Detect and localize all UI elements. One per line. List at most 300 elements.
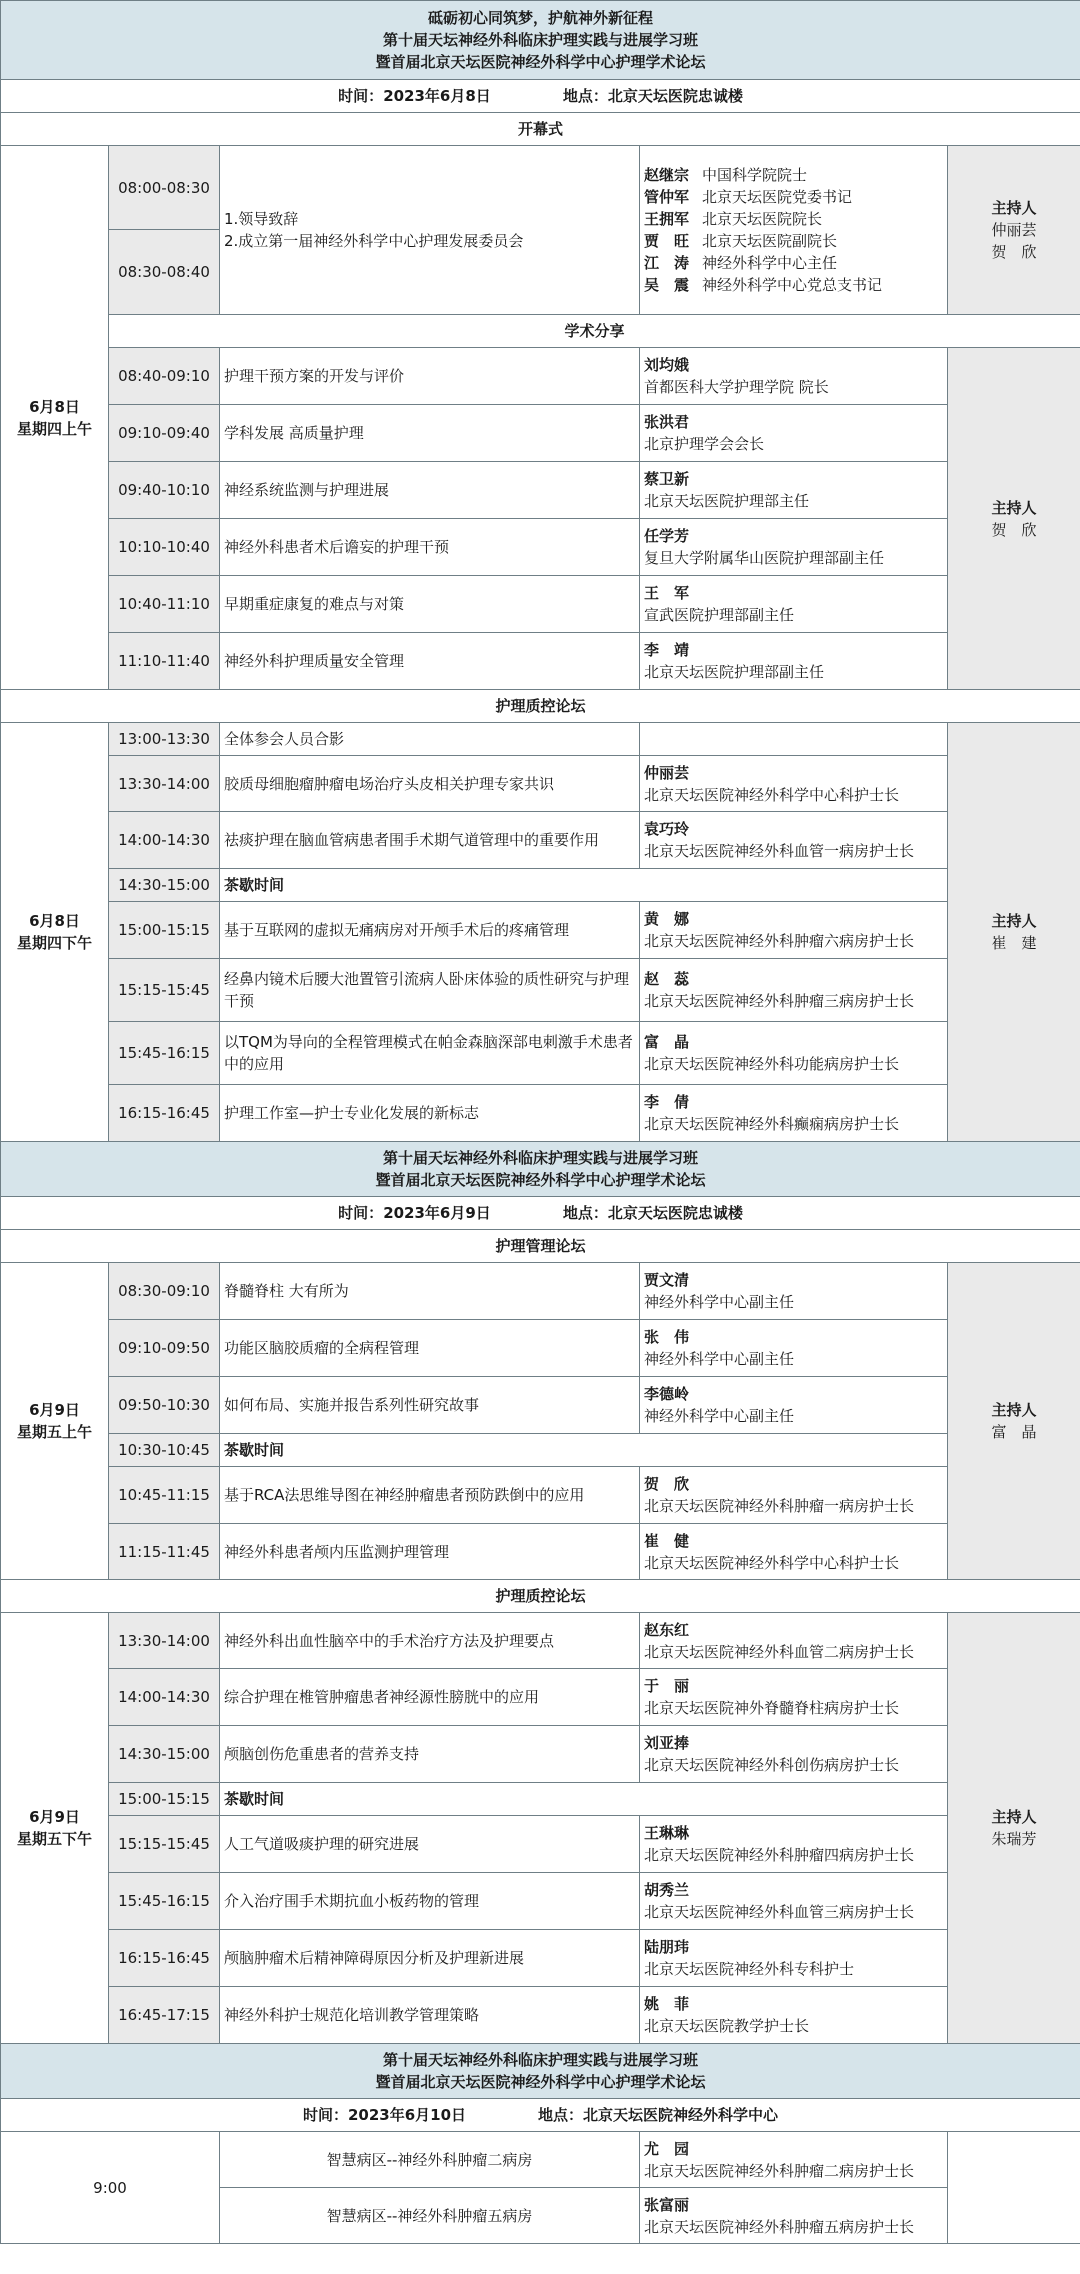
host-label: 主持人 xyxy=(991,199,1037,217)
speaker-title: 北京天坛医院神经外科学中心科护士长 xyxy=(644,1553,900,1572)
session-time-text: 15:00-15:15 xyxy=(118,1790,210,1808)
speaker-title: 北京天坛医院神经外科肿瘤一病房护士长 xyxy=(644,1497,915,1515)
schedule-row xyxy=(1,902,1080,959)
speaker-name: 李 倩 xyxy=(644,1093,690,1111)
session-time-text: 16:15-16:45 xyxy=(118,1104,210,1122)
schedule-header xyxy=(1,1142,1080,1197)
session-topic-text: 人工气道吸痰护理的研究进展 xyxy=(224,1835,420,1853)
session-topic-text: 颅脑肿瘤术后精神障碍原因分析及护理新进展 xyxy=(224,1949,525,1967)
speaker-title: 北京天坛医院院长 xyxy=(702,210,823,228)
tea-break-text: 茶歇时间 xyxy=(224,1441,285,1459)
speaker-name: 李德岭 xyxy=(644,1385,690,1403)
section-title-text: 护理质控论坛 xyxy=(495,1587,586,1605)
speaker-title: 宣武医院护理部副主任 xyxy=(644,606,795,624)
session-topic-text: 神经外科出血性脑卒中的手术治疗方法及护理要点 xyxy=(224,1631,555,1650)
schedule-row xyxy=(1,405,1080,462)
speaker-title: 复旦大学附属华山医院护理部副主任 xyxy=(644,549,885,567)
header-line-1: 第十届天坛神经外科临床护理实践与进展学习班 xyxy=(383,2051,699,2069)
session-time xyxy=(109,1930,220,1987)
speaker-name: 赵 蕊 xyxy=(644,970,690,988)
day-date: 6月8日 xyxy=(29,397,80,416)
speaker-name: 王 军 xyxy=(644,584,690,602)
speaker-title: 神经外科学中心副主任 xyxy=(644,1293,795,1311)
speaker-name: 吴 震 xyxy=(644,276,690,294)
time-value: 2023年6月9日 xyxy=(383,1204,491,1222)
speaker-title: 北京天坛医院护理部副主任 xyxy=(644,663,825,681)
day-date: 6月8日 xyxy=(29,912,80,930)
session-time-text: 15:45-16:15 xyxy=(118,1044,210,1062)
section-title xyxy=(1,690,1080,723)
section-title xyxy=(109,315,1080,348)
schedule-row xyxy=(1,690,1080,723)
session-time-text: 16:15-16:45 xyxy=(118,1949,210,1967)
schedule-row xyxy=(1,1434,1080,1467)
visit-topic xyxy=(220,2132,640,2188)
schedule-row xyxy=(1,1467,1080,1524)
session-time xyxy=(109,756,220,812)
speaker-cell xyxy=(640,405,948,462)
place-value: 北京天坛医院神经外科学中心 xyxy=(583,2106,779,2124)
day-date: 6月9日 xyxy=(29,1808,80,1826)
speaker-name: 贾 旺 xyxy=(644,232,690,250)
opening-topics xyxy=(220,146,640,315)
day-weekday: 星期五下午 xyxy=(16,1830,92,1848)
session-time-text: 08:30-09:10 xyxy=(118,1282,210,1300)
schedule-row xyxy=(1,959,1080,1022)
session-time-text: 08:30-08:40 xyxy=(118,263,210,281)
session-topic-text: 基于互联网的虚拟无痛病房对开颅手术后的疼痛管理 xyxy=(224,921,570,939)
session-topic xyxy=(220,1873,640,1930)
speaker-title: 神经外科学中心党总支书记 xyxy=(702,276,883,294)
session-time xyxy=(109,812,220,869)
session-time-text: 08:00-08:30 xyxy=(118,178,210,197)
session-topic xyxy=(220,1816,640,1873)
schedule-row xyxy=(1,1613,1080,1669)
session-topic xyxy=(220,1613,640,1669)
session-time xyxy=(109,230,220,315)
session-time-text: 13:00-13:30 xyxy=(118,730,210,748)
session-time xyxy=(109,723,220,756)
host-cell xyxy=(948,723,1080,1142)
session-time-text: 09:50-10:30 xyxy=(118,1396,210,1414)
session-topic-text: 神经系统监测与护理进展 xyxy=(224,481,390,499)
section-title-text: 护理管理论坛 xyxy=(495,1237,586,1255)
host-label: 主持人 xyxy=(991,1401,1037,1419)
header-line-2: 暨首届北京天坛医院神经外科学中心护理学术论坛 xyxy=(375,2073,706,2091)
schedule-row xyxy=(1,113,1080,146)
session-time-text: 10:30-10:45 xyxy=(118,1441,210,1459)
speaker-name: 于 丽 xyxy=(644,1677,690,1695)
session-time xyxy=(109,462,220,519)
speaker-cell xyxy=(640,1022,948,1085)
header-line-1: 砥砺初心同筑梦，护航神外新征程 xyxy=(428,9,654,27)
speaker-name: 张洪君 xyxy=(644,413,690,431)
speaker-cell xyxy=(640,756,948,812)
speaker-title: 中国科学院院士 xyxy=(702,166,808,184)
speaker-title: 北京天坛医院神经外科肿瘤六病房护士长 xyxy=(644,932,915,950)
session-topic-text: 功能区脑胶质瘤的全病程管理 xyxy=(224,1339,420,1357)
time-location-bar xyxy=(1,1197,1080,1230)
session-topic xyxy=(220,1085,640,1142)
session-topic xyxy=(220,1524,640,1580)
host-cell xyxy=(948,146,1080,315)
speaker-title: 北京天坛医院神经外科血管二病房护士长 xyxy=(644,1642,915,1661)
session-topic-text: 经鼻内镜术后腰大池置管引流病人卧床体验的质性研究与护理干预 xyxy=(224,970,630,1010)
session-topic-text: 介入治疗围手术期抗血小板药物的管理 xyxy=(224,1892,480,1910)
speaker-cell xyxy=(640,633,948,690)
session-time xyxy=(109,902,220,959)
session-time xyxy=(109,1022,220,1085)
session-topic xyxy=(220,959,640,1022)
host-cell xyxy=(948,348,1080,690)
session-time-text: 11:10-11:40 xyxy=(118,652,210,670)
session-time-text: 10:40-11:10 xyxy=(118,595,210,613)
session-time xyxy=(109,146,220,230)
speaker-title: 北京天坛医院神经外科血管一病房护士长 xyxy=(644,842,915,860)
session-topic-text: 神经外科护理质量安全管理 xyxy=(224,652,405,670)
speaker-cell xyxy=(640,519,948,576)
session-topic xyxy=(220,1022,640,1085)
day-label xyxy=(1,723,109,1142)
schedule-row xyxy=(1,1816,1080,1873)
session-time-text: 14:00-14:30 xyxy=(118,1688,210,1706)
speaker-title: 北京天坛医院神经外科肿瘤三病房护士长 xyxy=(644,992,915,1010)
host-cell xyxy=(948,1263,1080,1580)
session-time-text: 09:10-09:40 xyxy=(118,424,210,442)
session-topic xyxy=(220,1930,640,1987)
session-time xyxy=(109,1263,220,1320)
speaker-title: 北京天坛医院副院长 xyxy=(702,232,838,250)
speaker-name: 任学芳 xyxy=(644,527,690,545)
session-time xyxy=(109,1377,220,1434)
session-time-text: 11:15-11:45 xyxy=(118,1542,210,1561)
visit-topic-text: 智慧病区--神经外科肿瘤二病房 xyxy=(326,2150,533,2169)
schedule-row xyxy=(1,1669,1080,1726)
session-time-text: 10:45-11:15 xyxy=(118,1486,210,1504)
speaker-cell xyxy=(640,812,948,869)
day3-time xyxy=(1,2132,220,2244)
speaker-cell xyxy=(640,1377,948,1434)
session-time xyxy=(109,1783,220,1816)
schedule-row xyxy=(1,146,1080,230)
speaker-title: 北京天坛医院神经外科创伤病房护士长 xyxy=(644,1756,900,1774)
session-time-text: 13:30-14:00 xyxy=(118,1631,210,1650)
speaker-name: 张富丽 xyxy=(644,2195,690,2214)
session-time xyxy=(109,405,220,462)
schedule-row xyxy=(1,1230,1080,1263)
schedule-row xyxy=(1,348,1080,405)
speaker-title: 首都医科大学护理学院 院长 xyxy=(644,378,829,396)
speaker-name: 管仲军 xyxy=(644,188,690,206)
speaker-title: 北京护理学会会长 xyxy=(644,435,765,453)
session-topic xyxy=(220,405,640,462)
schedule-row xyxy=(1,1022,1080,1085)
session-time xyxy=(109,633,220,690)
time-location-bar xyxy=(1,80,1080,113)
schedule-row xyxy=(1,1930,1080,1987)
schedule-row xyxy=(1,1263,1080,1320)
schedule-row xyxy=(1,1,1080,80)
session-time-text: 15:15-15:45 xyxy=(118,1835,210,1853)
day-weekday: 星期五上午 xyxy=(16,1423,92,1441)
schedule-row xyxy=(1,1783,1080,1816)
day-label xyxy=(1,1263,109,1580)
session-time-text: 13:30-14:00 xyxy=(118,774,210,793)
day-weekday: 星期四上午 xyxy=(16,419,92,438)
speaker-title: 神经外科学中心副主任 xyxy=(644,1407,795,1425)
day-date: 6月9日 xyxy=(29,1401,80,1419)
speaker-name: 赵东红 xyxy=(644,1620,690,1639)
session-time xyxy=(109,1524,220,1580)
speaker-cell xyxy=(640,1085,948,1142)
schedule-row xyxy=(1,519,1080,576)
section-title-text: 开幕式 xyxy=(518,120,564,138)
session-topic xyxy=(220,1377,640,1434)
schedule-row xyxy=(1,315,1080,348)
session-topic-text: 以TQM为导向的全程管理模式在帕金森脑深部电刺激手术患者中的应用 xyxy=(224,1033,633,1073)
schedule-row xyxy=(1,869,1080,902)
speaker-title: 北京天坛医院神经外科肿瘤四病房护士长 xyxy=(644,1846,915,1864)
speaker-name: 贺 欣 xyxy=(644,1475,690,1493)
day-label xyxy=(1,1613,109,2044)
opening-topic-2: 2.成立第一届神经外科学中心护理发展委员会 xyxy=(224,232,524,250)
speaker-title: 北京天坛医院护理部主任 xyxy=(644,492,810,510)
speaker-title: 北京天坛医院神经外科肿瘤二病房护士长 xyxy=(644,2161,915,2180)
time-label: 时间： xyxy=(338,87,384,105)
session-topic xyxy=(220,576,640,633)
speaker-cell xyxy=(640,1263,948,1320)
session-topic xyxy=(220,723,640,756)
speaker-cell xyxy=(640,1987,948,2044)
speaker-name: 王拥军 xyxy=(644,210,690,228)
session-time-text: 08:40-09:10 xyxy=(118,367,210,385)
schedule-row xyxy=(1,1377,1080,1434)
speaker-name: 王琳琳 xyxy=(644,1824,690,1842)
schedule-header xyxy=(1,1,1080,80)
speaker-name: 刘亚捧 xyxy=(644,1734,690,1752)
session-time-text: 16:45-17:15 xyxy=(118,2006,210,2024)
session-time-text: 09:10-09:50 xyxy=(118,1339,210,1357)
header-line-1: 第十届天坛神经外科临床护理实践与进展学习班 xyxy=(383,1149,699,1167)
speaker-title: 北京天坛医院神外脊髓脊柱病房护士长 xyxy=(644,1699,900,1717)
session-topic xyxy=(220,1726,640,1783)
host-label: 主持人 xyxy=(991,1808,1037,1826)
speaker-cell xyxy=(640,959,948,1022)
session-topic xyxy=(220,756,640,812)
opening-speakers xyxy=(640,146,948,315)
speaker-title: 神经外科学中心主任 xyxy=(702,254,838,272)
session-topic xyxy=(220,633,640,690)
session-topic xyxy=(220,812,640,869)
host-name: 贺 欣 xyxy=(991,243,1037,261)
speaker-title: 北京天坛医院教学护士长 xyxy=(644,2017,810,2035)
speaker-name: 张 伟 xyxy=(644,1328,690,1346)
session-time xyxy=(109,348,220,405)
session-time xyxy=(109,1467,220,1524)
header-line-3: 暨首届北京天坛医院神经外科学中心护理学术论坛 xyxy=(375,53,706,71)
section-title xyxy=(1,1230,1080,1263)
tea-break xyxy=(220,1783,948,1816)
session-topic-text: 早期重症康复的难点与对策 xyxy=(224,595,405,613)
visit-topic xyxy=(220,2188,640,2244)
host-label: 主持人 xyxy=(991,498,1037,517)
session-time xyxy=(109,1987,220,2044)
speaker-cell xyxy=(640,2132,948,2188)
session-topic-text: 胶质母细胞瘤肿瘤电场治疗头皮相关护理专家共识 xyxy=(224,774,555,793)
schedule-row xyxy=(1,1726,1080,1783)
speaker-cell xyxy=(640,1467,948,1524)
speaker-title: 北京天坛医院党委书记 xyxy=(702,188,853,206)
host-cell xyxy=(948,1613,1080,2044)
schedule-row xyxy=(1,80,1080,113)
session-topic-text: 脊髓脊柱 大有所为 xyxy=(224,1282,349,1300)
session-time-text: 14:30-15:00 xyxy=(118,876,210,894)
session-time xyxy=(109,869,220,902)
session-time-text: 15:00-15:15 xyxy=(118,921,210,939)
visit-topic-text: 智慧病区--神经外科肿瘤五病房 xyxy=(326,2206,533,2225)
schedule-row xyxy=(1,1987,1080,2044)
speaker-title: 北京天坛医院神经外科血管三病房护士长 xyxy=(644,1903,915,1921)
speaker-cell xyxy=(640,2188,948,2244)
session-topic-text: 颅脑创伤危重患者的营养支持 xyxy=(224,1745,420,1763)
speaker-title: 神经外科学中心副主任 xyxy=(644,1350,795,1368)
session-time xyxy=(109,1726,220,1783)
schedule-row xyxy=(1,2132,1080,2188)
session-time-text: 15:15-15:45 xyxy=(118,981,210,999)
place-label: 地点： xyxy=(562,1204,608,1222)
time-location-bar xyxy=(1,2099,1080,2132)
schedule-row xyxy=(1,812,1080,869)
speaker-name: 袁巧玲 xyxy=(644,820,690,838)
speaker-name: 姚 菲 xyxy=(644,1995,690,2013)
schedule-row xyxy=(1,576,1080,633)
schedule-row xyxy=(1,1873,1080,1930)
session-topic-text: 综合护理在椎管肿瘤患者神经源性膀胱中的应用 xyxy=(224,1688,540,1706)
session-topic-text: 如何布局、实施并报告系列性研究故事 xyxy=(224,1396,480,1414)
schedule-row xyxy=(1,723,1080,756)
time-value: 2023年6月10日 xyxy=(347,2106,467,2124)
session-time-text: 10:10-10:40 xyxy=(118,538,210,556)
session-time xyxy=(109,519,220,576)
opening-topic-1: 1.领导致辞 xyxy=(224,210,299,228)
session-time-text: 09:40-10:10 xyxy=(118,481,210,499)
speaker-cell xyxy=(640,1669,948,1726)
speaker-cell xyxy=(640,1613,948,1669)
speaker-name: 刘均娥 xyxy=(644,356,690,374)
session-topic xyxy=(220,1320,640,1377)
schedule-row xyxy=(1,1320,1080,1377)
speaker-name: 富 晶 xyxy=(644,1033,690,1051)
host-name: 贺 欣 xyxy=(991,520,1037,539)
session-time xyxy=(109,1320,220,1377)
day-label xyxy=(1,146,109,690)
speaker-name: 黄 娜 xyxy=(644,910,690,928)
session-topic xyxy=(220,519,640,576)
speaker-cell xyxy=(640,348,948,405)
session-topic xyxy=(220,1467,640,1524)
session-time-text: 14:00-14:30 xyxy=(118,831,210,849)
session-topic xyxy=(220,1987,640,2044)
place-label: 地点： xyxy=(538,2106,584,2124)
speaker-cell xyxy=(640,462,948,519)
session-topic-text: 神经外科患者颅内压监测护理管理 xyxy=(224,1542,450,1561)
session-time xyxy=(109,1669,220,1726)
host-name: 富 晶 xyxy=(991,1423,1037,1441)
schedule-row xyxy=(1,1197,1080,1230)
speaker-cell xyxy=(640,576,948,633)
host-name: 朱瑞芳 xyxy=(991,1830,1037,1848)
session-time xyxy=(109,1085,220,1142)
speaker-name: 赵继宗 xyxy=(644,166,690,184)
speaker-name: 仲丽芸 xyxy=(644,763,690,782)
speaker-name: 胡秀兰 xyxy=(644,1881,690,1899)
session-topic-text: 神经外科护士规范化培训教学管理策略 xyxy=(224,2006,480,2024)
session-topic-text: 全体参会人员合影 xyxy=(224,730,345,748)
time-label: 时间： xyxy=(302,2106,348,2124)
speaker-cell xyxy=(640,1816,948,1873)
session-time-text: 14:30-15:00 xyxy=(118,1745,210,1763)
session-topic-text: 学科发展 高质量护理 xyxy=(224,424,364,442)
speaker-cell xyxy=(640,1320,948,1377)
schedule-header xyxy=(1,2044,1080,2099)
host-label: 主持人 xyxy=(991,912,1037,930)
speaker-name: 尤 园 xyxy=(644,2139,690,2158)
day-weekday: 星期四下午 xyxy=(16,934,92,952)
section-title xyxy=(1,113,1080,146)
place-value: 北京天坛医院忠诚楼 xyxy=(607,1204,743,1222)
speaker-name: 蔡卫新 xyxy=(644,470,690,488)
speaker-name: 江 涛 xyxy=(644,254,690,272)
schedule-row xyxy=(1,2044,1080,2099)
speaker-title: 北京天坛医院神经外科肿瘤五病房护士长 xyxy=(644,2217,915,2236)
tea-break-text: 茶歇时间 xyxy=(224,1790,285,1808)
tea-break xyxy=(220,1434,948,1467)
session-time xyxy=(109,1434,220,1467)
schedule-row xyxy=(1,1524,1080,1580)
session-topic-text: 护理工作室—护士专业化发展的新标志 xyxy=(224,1104,480,1122)
speaker-name: 陆朋玮 xyxy=(644,1938,690,1956)
schedule-row xyxy=(1,2099,1080,2132)
speaker-name: 贾文清 xyxy=(644,1271,690,1289)
speaker-cell xyxy=(640,1524,948,1580)
host-name: 仲丽芸 xyxy=(991,221,1037,239)
tea-break xyxy=(220,869,948,902)
schedule-row xyxy=(1,1085,1080,1142)
session-time xyxy=(109,576,220,633)
session-topic xyxy=(220,1669,640,1726)
time-label: 时间： xyxy=(338,1204,384,1222)
speaker-cell xyxy=(640,723,948,756)
empty-cell xyxy=(948,2132,1080,2244)
schedule-row xyxy=(1,756,1080,812)
tea-break-text: 茶歇时间 xyxy=(224,876,285,894)
speaker-name: 李 靖 xyxy=(644,641,690,659)
session-time xyxy=(109,959,220,1022)
time-value: 2023年6月8日 xyxy=(383,87,491,105)
header-line-2: 暨首届北京天坛医院神经外科学中心护理学术论坛 xyxy=(375,1171,706,1189)
session-topic xyxy=(220,1263,640,1320)
day3-time-text: 9:00 xyxy=(93,2178,127,2197)
session-time xyxy=(109,1613,220,1669)
session-topic xyxy=(220,902,640,959)
speaker-cell xyxy=(640,1873,948,1930)
host-name: 崔 建 xyxy=(991,934,1037,952)
session-topic xyxy=(220,462,640,519)
speaker-title: 北京天坛医院神经外科学中心科护士长 xyxy=(644,785,900,804)
section-title xyxy=(1,1580,1080,1613)
section-title-text: 护理质控论坛 xyxy=(495,697,586,715)
session-topic-text: 祛痰护理在脑血管病患者围手术期气道管理中的重要作用 xyxy=(224,831,600,849)
